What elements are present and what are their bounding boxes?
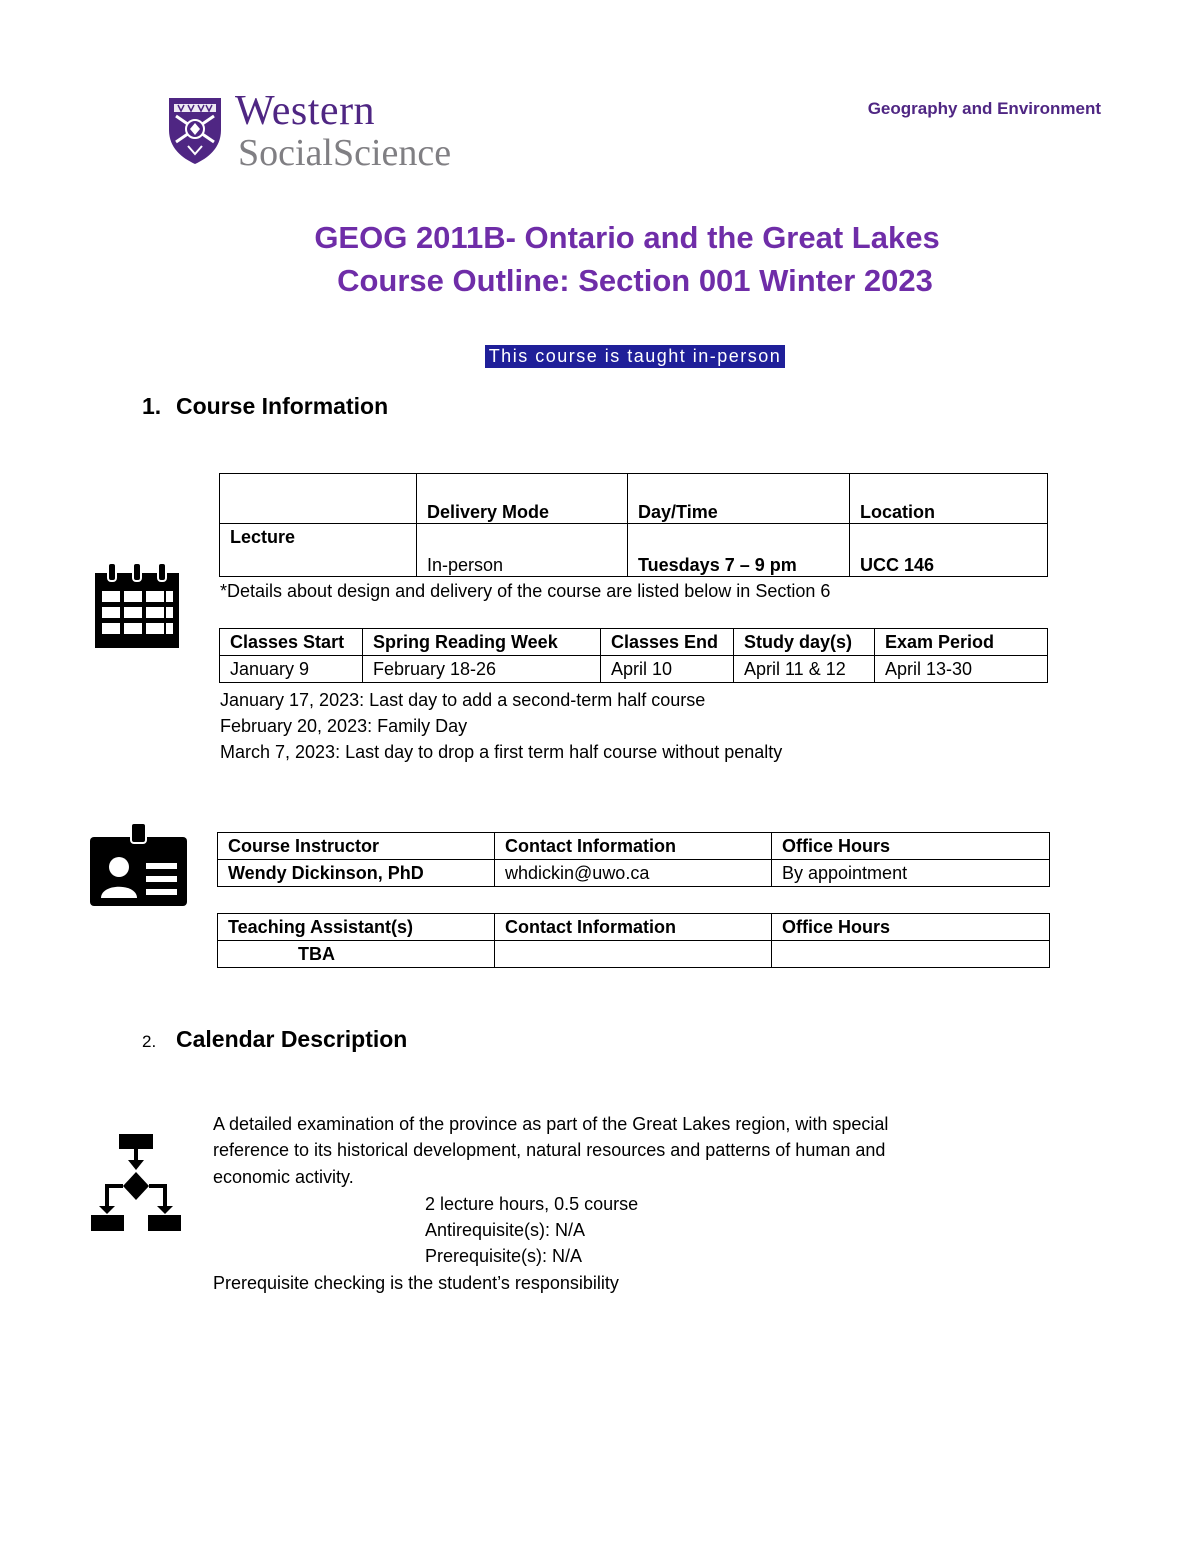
course-title: GEOG 2011B- Ontario and the Great Lakes	[314, 220, 940, 255]
table-header-cell: Course Instructor	[218, 833, 495, 860]
table-row	[220, 524, 1048, 577]
instructor-table	[217, 832, 1050, 887]
table-cell: In-person	[417, 524, 628, 577]
section-1-number: 1.	[142, 393, 162, 419]
ta-table	[217, 913, 1050, 968]
course-outline-subtitle: Course Outline: Section 001 Winter 2023	[337, 263, 933, 298]
table-header-cell: Office Hours	[772, 914, 1050, 941]
table-cell: UCC 146	[850, 524, 1048, 577]
logo-text-western: Western	[235, 88, 376, 134]
table-header-cell: Contact Information	[495, 914, 772, 941]
table-row	[218, 860, 1050, 887]
table-header-cell: Location	[850, 474, 1048, 524]
table-header-cell: Study day(s)	[734, 629, 875, 656]
table-cell: TBA	[218, 941, 495, 968]
id-badge-icon	[90, 823, 187, 906]
term-dates-table	[219, 628, 1048, 683]
section-2-heading	[142, 1026, 407, 1053]
lecture-table	[219, 473, 1048, 577]
department-name: Geography and Environment	[867, 99, 1101, 118]
table-cell: April 11 & 12	[734, 656, 875, 683]
table-cell	[495, 941, 772, 968]
important-date: February 20, 2023: Family Day	[220, 716, 468, 736]
section-2-number: 2.	[142, 1032, 157, 1051]
logo-text-social-science: SocialScience	[238, 132, 452, 174]
table-row	[218, 941, 1050, 968]
course-detail: Prerequisite(s): N/A	[425, 1246, 583, 1266]
table-header-cell: Classes End	[601, 629, 734, 656]
table-header-cell: Delivery Mode	[417, 474, 628, 524]
table-cell: Lecture	[220, 524, 417, 577]
description-line: A detailed examination of the province as part of the Great Lakes region, with special	[213, 1114, 889, 1134]
table-header-cell: Contact Information	[495, 833, 772, 860]
table-header-cell: Teaching Assistant(s)	[218, 914, 495, 941]
delivery-banner-wrap	[0, 346, 1200, 367]
table-cell: By appointment	[772, 860, 1050, 887]
table-row	[218, 914, 1050, 941]
important-date: March 7, 2023: Last day to drop a first term half course without penalty	[220, 742, 783, 762]
description-line: reference to its historical development, natural resources and patterns of human and	[213, 1140, 886, 1160]
section-1-heading	[142, 393, 388, 420]
table-header-cell: Spring Reading Week	[363, 629, 601, 656]
table-cell: February 18-26	[363, 656, 601, 683]
table-header-cell: Exam Period	[875, 629, 1048, 656]
section-2-title: Calendar Description	[176, 1026, 408, 1052]
western-shield-logo	[166, 96, 224, 166]
table-cell: April 10	[601, 656, 734, 683]
table-cell: Wendy Dickinson, PhD	[218, 860, 495, 887]
section-1-title: Course Information	[176, 393, 389, 419]
flowchart-icon	[91, 1134, 181, 1231]
course-detail: Antirequisite(s): N/A	[425, 1220, 586, 1240]
table-cell: Tuesdays 7 – 9 pm	[628, 524, 850, 577]
table-header-cell	[220, 474, 417, 524]
instructor-email[interactable]: whdickin@uwo.ca	[495, 860, 772, 887]
course-detail: 2 lecture hours, 0.5 course	[425, 1194, 639, 1214]
important-date: January 17, 2023: Last day to add a second-term half course	[220, 690, 706, 710]
prerequisite-note: Prerequisite checking is the student’s responsibility	[213, 1273, 619, 1293]
table-cell	[772, 941, 1050, 968]
details-note: *Details about design and delivery of the course are listed below in Section 6	[220, 581, 831, 601]
description-line: economic activity.	[213, 1167, 354, 1187]
table-header-cell: Classes Start	[220, 629, 363, 656]
table-row	[220, 656, 1048, 683]
table-row	[220, 629, 1048, 656]
delivery-banner: This course is taught in-person	[485, 345, 786, 368]
table-header-cell: Office Hours	[772, 833, 1050, 860]
table-header-cell: Day/Time	[628, 474, 850, 524]
table-row	[220, 474, 1048, 524]
table-cell: January 9	[220, 656, 363, 683]
calendar-icon	[94, 563, 180, 649]
table-row	[218, 833, 1050, 860]
table-cell: April 13-30	[875, 656, 1048, 683]
